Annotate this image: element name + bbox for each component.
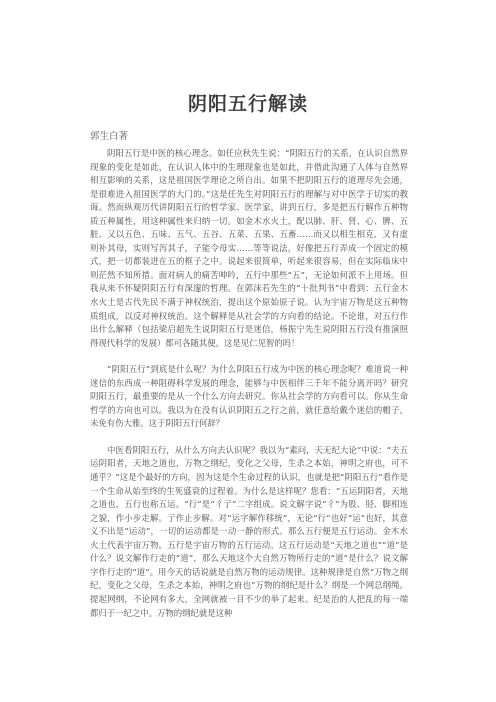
document-body	[90, 147, 408, 620]
document-author: 郭生白著	[90, 131, 129, 142]
document-title: 阴阳五行解读	[187, 93, 308, 115]
paragraph: 阴阳五行是中医的核心理念。如任应秋先生说：“阴阳五行的关系，在认识自然界现象的变化是如此，在认识人体中的生理现象也是如此，并借此沟通了人体与自然界相互影响的关系，这是祖国医学理论之所自出。如果不把阴阳五行的道理尽先会通，是很难进入祖国医学的大门的。”这是任先生对阴阳五行的理解与对中医学于切实的教诲。然而纵观历代讲阴阳五行的哲学家、医学家，讲到五行，多是把五行解作五种物质五种属性，用这种属性来归纳一切。如金木水火土，配以肺、肝、肾、心、脾、五脏、又以五色、五味、五气、五谷、五菜、五果、五畜……而又以相生相克，又有虚则补其母，实则写泻其子，子能令母实……等等说法，好像把五行弄成一个固定的模式，把一切都装进在五的框子之中。说起来很简单，听起来很容易，但在实际临床中则茫然不知所措。面对病人的痛苦呻吟，五行中那些“五”，无论如何派不上用场。但我从来不怀疑阴阳五行有深邃的哲理。在郭沫若先生的“十批判书”中看到：五行金木水火土是古代先民不满于神权统治，提出这个原始原子说。认为宇宙万物是这五种物质组成，以反对神权统治。这个解释是从社会学的方向看的结论。不论谁，对五行作出什么解释（包括梁启超先生说阴阳五行是迷信，杨振宁先生说阴阳五行没有推演照得现代科学的发展）都可各随其便。这是见仁见智的吗！	[90, 148, 408, 348]
paragraph: 中医看阴阳五行，从什么方向去认识呢？我以为“素问，天无纪大论”中说：“夫五运阴阳者，天地之道也，万物之纲纪，变化之父母，生杀之本始，神明之府也，可不通乎？”这是个最好的方向，因为这是个生命过程的认识，也就是把“阴阳五行”看作是一个生命从始至终的生死盛衰的过程着。为什么是这样呢？您看：“五运阴阳者，天地之道也，五行也称五运。“行”是“彳亍”二字组成。说文解字说“彳”为股、胫、脚相连之貌，作小步走解。亍作止步解。对“运字解作移统”，无论“行”也好“运”也好，其意义不出是“运动”，一切的运动都是一动一静的形式。那么五行便是五行运动。金木水火土代表宇宙万物。五行是宇宙万物的五行运动。这五行运动是“天地之道也”“道”是什么？说文解作行走的“道”，那么天地这个大自然万物所行走的“道”是什么？说文解字作行走的“道”。用今天的话说就是自然万物的运动规律。这种规律是自然“万物之纲纪，变化之父母，生杀之本始，神明之府也”万物的纲纪是什么？纲是一个网总纲绳。提起网纲，不论网有多大，全网就被一目不少的举了起来。纪是治的人把乱的每一端都归于一纪之中。万物的纲纪就是这种	[90, 444, 408, 618]
paragraph: “阴阳五行”到底是什么呢？为什么阴阳五行成为中医的核心理念呢？难道说一种迷信的东西成一种阻碍科学发展的理念，能够与中医相伴三千年不能分离开吗？研究阴阳五行，最重要的是从一个什么方向去研究。你从社会学的方向看可以。你从生命哲学的方向也可以。我以为在没有认识阴阳五之行之前，就任意给戴个迷信的帽子，未免有伤大雅。这于阴阳五行何辞？	[90, 364, 408, 429]
